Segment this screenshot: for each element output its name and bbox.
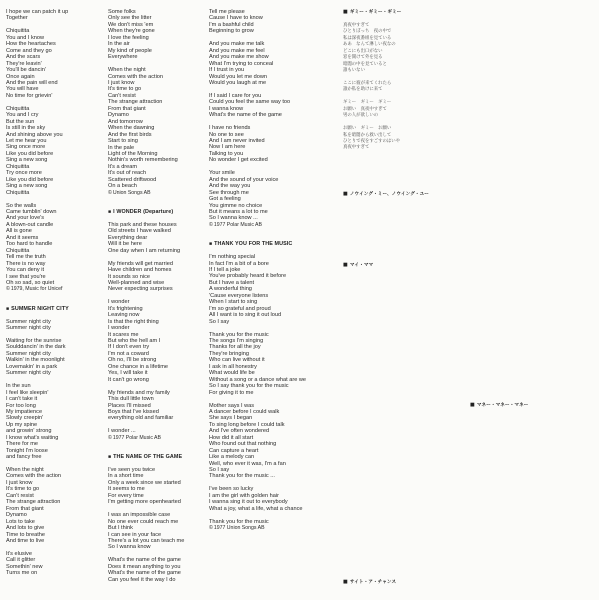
lyric-line: Got a feeling: [209, 196, 241, 203]
lyric-line: Comes with the action: [108, 73, 164, 80]
lyric-line: Waiting for the sunrise: [6, 338, 62, 344]
lyric-line: Tell me please: [209, 9, 245, 15]
lyric-line: A wonderful thing: [209, 286, 252, 293]
lyric-line: I've seen you twice: [108, 467, 156, 473]
lyric-line: Talking to you: [209, 150, 244, 157]
lyric-line: My impatience: [6, 408, 43, 415]
lyric-line: My friends and my family: [108, 389, 170, 396]
lyric-line: You and I cry: [6, 112, 39, 119]
lyric-line: And you make me show: [209, 54, 269, 61]
lyric-line: I am the girl with golden hair: [209, 492, 279, 499]
lyric-line: And shining above you: [6, 131, 63, 138]
lyrics-column-3: [209, 9, 337, 532]
lyric-line: Lovemakin' in a park: [6, 363, 58, 370]
lyric-line: You will have: [6, 86, 39, 93]
lyric-line: On a beach: [108, 183, 137, 190]
lyric-line: But the sun: [6, 118, 35, 125]
lyric-line: Would you let me down: [209, 73, 268, 80]
lyric-line: Is that the right thing: [108, 318, 159, 325]
lyric-line: I know what's waiting: [6, 434, 59, 441]
lyric-line: ギミー ギミー ギミー: [343, 100, 392, 106]
lyric-line: Can you feel it the way I do: [108, 576, 176, 583]
lyric-line: Dynamo: [6, 512, 27, 519]
lyric-line: It seems to me: [108, 486, 145, 493]
lyric-line: A blown-out candle: [6, 221, 54, 228]
lyric-line: It's time to go: [108, 86, 142, 93]
lyric-line: No time for grievin': [6, 92, 53, 99]
lyric-line: There for me: [6, 441, 39, 448]
copyright-credit: © 1977 Union Songs AB: [209, 525, 337, 531]
lyric-line: Can't resist: [6, 492, 34, 499]
lyric-line: We don't miss 'em: [108, 21, 154, 28]
lyric-line: And the scars: [6, 54, 41, 61]
lyric-line: Together: [6, 15, 28, 22]
lyric-line: Somethin' new: [6, 563, 43, 570]
lyric-line: everything old and familiar: [108, 415, 174, 422]
lyric-line: So I wanna know ...: [209, 215, 258, 222]
lyric-line: Who can live without it: [209, 357, 265, 364]
lyric-line: So the walls: [6, 202, 37, 209]
lyric-line: In a short time: [108, 473, 144, 480]
lyric-line: What's the name of the game: [209, 112, 282, 119]
lyric-line: Like you did before: [6, 150, 54, 157]
lyric-line: What a joy, what a life, what a chance: [209, 505, 303, 512]
lyric-line: Everywhere: [108, 54, 138, 61]
lyric-line: I love the feeling: [108, 34, 149, 41]
lyric-line: I wanna sing it out to everybody: [209, 499, 288, 506]
copyright-credit: © 1977 Polar Music AB: [209, 222, 337, 228]
lyric-line: I ask in all honestry: [209, 363, 257, 370]
copyright-credit: © 1977 Polar Music AB: [108, 435, 204, 441]
lyric-line: Try once more: [6, 170, 42, 177]
lyric-line: I have no friends: [209, 125, 251, 132]
lyric-line: Oh no, I'll be strong: [108, 357, 157, 364]
lyric-line: Comes with the action: [6, 473, 62, 480]
song-title: ■ I WONDER (Departure): [108, 209, 204, 215]
lyric-line: Turns me on: [6, 570, 38, 577]
lyric-line: Dynamo: [108, 112, 129, 119]
lyric-line: and growin' strong: [6, 428, 52, 435]
lyric-line: 真夜中すぎて: [343, 22, 370, 28]
lyric-line: 暗闇の中を見ていると: [343, 61, 387, 67]
lyric-line: But it means a lot to me: [209, 208, 268, 215]
lyric-line: When the dawning: [108, 125, 155, 132]
lyric-line: For giving it to me: [209, 389, 254, 396]
lyric-line: I've been so lucky: [209, 486, 254, 493]
lyric-line: Once again: [6, 73, 35, 80]
lyric-line: No one to see: [209, 131, 244, 138]
lyric-line: I'm so grateful and proud: [209, 305, 271, 312]
lyric-line: Chiquitita: [6, 189, 30, 196]
lyric-line: I just know: [108, 79, 135, 86]
lyric-line: I'm not a coward: [108, 350, 149, 357]
lyric-line: Places I'll missed: [108, 402, 151, 409]
lyric-line: What I'm trying to conceal: [209, 60, 274, 67]
song-title: ■ サイト・ア・チャンス: [343, 579, 461, 586]
lyric-line: I can see in your face: [108, 531, 162, 538]
lyric-line: For too long: [6, 402, 36, 409]
lyrics-column-2: [108, 9, 204, 583]
lyric-line: I feel like sleepin': [6, 389, 49, 396]
lyric-line: Well, who ever it was, I'm a fan: [209, 460, 286, 467]
lyric-line: Everything dear: [108, 234, 148, 241]
lyric-line: どこにも出口がない: [343, 48, 383, 54]
lyric-line: Summer night city: [6, 318, 51, 325]
lyric-line: Now I am here: [209, 144, 246, 151]
lyric-line: You can deny it: [6, 267, 45, 274]
lyric-line: Chiquitita: [6, 163, 30, 170]
lyric-line: And lots to give: [6, 525, 45, 532]
song-title: ■ ノウイング・ミー、ノウイング・ユー: [343, 191, 461, 198]
lyric-line: Have children and homes: [108, 267, 172, 274]
lyric-line: One chance in a lifetime: [108, 363, 169, 370]
lyric-line: Time to breathe: [6, 531, 45, 538]
lyric-line: お願い 真夜中すぎて: [343, 106, 387, 112]
lyric-line: Some folks: [108, 9, 136, 15]
copyright-credit: © Union Songs AB: [108, 190, 204, 196]
lyric-line: Only see the litter: [108, 15, 152, 22]
lyric-line: I was an impossible case: [108, 512, 171, 519]
lyric-line: Leaving now: [108, 312, 140, 319]
lyric-line: A dancer before I could walk: [209, 408, 280, 415]
lyric-line: Call it glitter: [6, 557, 36, 564]
japanese-lyrics-column-2: [470, 9, 594, 583]
lyric-line: And the sound of your voice: [209, 176, 279, 183]
lyric-line: Could you feel the same way too: [209, 99, 291, 106]
lyric-line: The strange attraction: [6, 499, 61, 506]
lyric-line: But I think: [108, 525, 133, 532]
lyric-line: It's frightening: [108, 305, 143, 312]
lyric-line: I'm nothing special: [209, 254, 256, 261]
lyric-line: How the heartaches: [6, 41, 56, 48]
lyric-line: When they're gone: [108, 28, 155, 35]
lyric-line: Your smile: [209, 170, 235, 177]
lyric-line: Thank you for the music: [209, 331, 269, 338]
lyric-line: The strange attraction: [108, 99, 163, 106]
lyric-line: And it seems: [6, 234, 39, 241]
lyric-line: Nothin's worth remembering: [108, 157, 178, 164]
song-title: ■ マイ・ママ: [343, 262, 461, 269]
song-title: ■ THE NAME OF THE GAME: [108, 454, 204, 460]
lyric-line: In fact I'm a bit of a bore: [209, 260, 269, 267]
lyric-line: How did it all start: [209, 434, 254, 441]
lyric-line: The songs I'm singing: [209, 337, 264, 344]
lyric-line: You've probably heard it before: [209, 273, 287, 280]
lyric-line: Came tumblin' down: [6, 209, 57, 215]
lyric-line: 私は深夜番組を見ている: [343, 35, 392, 41]
lyric-line: So I say: [209, 318, 230, 325]
lyric-line: What's the name of the game: [108, 557, 181, 564]
lyric-line: It's out of reach: [108, 170, 147, 177]
japanese-lyrics-column-1: [343, 9, 461, 586]
lyric-line: Come and they go: [6, 47, 52, 54]
lyric-line: 真夜中すぎて: [343, 145, 370, 151]
lyric-line: Would you laugh at me: [209, 79, 267, 86]
lyric-line: Scattered driftwood: [108, 176, 157, 183]
lyric-line: All is gone: [6, 228, 32, 235]
lyric-line: Does it mean anything to you: [108, 563, 181, 570]
lyric-line: No wonder I get excited: [209, 157, 268, 164]
lyric-line: お願い ギミー お願い: [343, 126, 392, 132]
lyric-line: It's a dream: [108, 163, 138, 170]
lyric-line: It sounds so nice: [108, 273, 150, 280]
lyric-line: In the sun: [6, 383, 31, 390]
lyric-line: So I say thank you for the music: [209, 383, 289, 390]
lyric-line: My friends will get married: [108, 260, 173, 267]
lyric-line: Well-planned and wise: [108, 279, 165, 286]
lyric-line: My kind of people: [108, 47, 152, 54]
lyric-line: And I've often wondered: [209, 428, 270, 435]
lyric-line: Like you did before: [6, 176, 54, 183]
lyric-line: and fancy free: [6, 454, 42, 461]
lyric-line: Summer night city: [6, 350, 51, 357]
lyric-line: It's time to go: [6, 486, 40, 493]
lyric-line: From that giant: [108, 105, 146, 112]
lyric-line: When the night: [6, 467, 44, 474]
lyric-line: There is no way: [6, 260, 46, 267]
lyric-line: Soulddancin' in the dark: [6, 344, 66, 351]
lyric-line: For every time: [108, 492, 144, 499]
lyric-line: You and I know: [6, 34, 45, 41]
lyric-line: Thank you for the music ...: [209, 473, 275, 480]
lyric-line: When I start to sing: [209, 299, 258, 306]
lyric-line: Up my spine: [6, 421, 38, 428]
lyric-line: If I don't even try: [108, 344, 150, 351]
lyric-line: Lots to take: [6, 518, 35, 525]
copyright-credit: © 1979, Music for Unicef: [6, 286, 102, 292]
lyric-line: I'm a bashful child: [209, 21, 254, 28]
lyric-line: ひとりぼっち 夜の中で: [343, 29, 392, 35]
lyric-line: When the night: [108, 67, 146, 74]
lyric-line: I hope we can patch it up: [6, 9, 69, 15]
lyric-line: Oh so sad, so quiet: [6, 279, 55, 286]
lyric-line: From that giant: [6, 505, 44, 512]
lyric-line: Slowly creepin': [6, 415, 44, 422]
lyric-line: One day when I am returning: [108, 247, 181, 254]
lyric-line: And tomorrow: [108, 118, 143, 125]
lyric-line: And the first birds: [108, 131, 152, 138]
lyric-line: ああ なんて淋しい夜なの: [343, 42, 396, 48]
lyric-line: I see that you're: [6, 273, 46, 280]
lyric-line: Tell me the truth: [6, 254, 46, 261]
lyric-line: It scares me: [108, 331, 139, 338]
lyric-line: Will it be here: [108, 241, 142, 248]
lyric-line: But I have a talent: [209, 279, 255, 286]
lyric-line: I wanna know: [209, 105, 244, 112]
lyric-line: ひとりで夜をすごすのはいや: [343, 139, 401, 144]
lyric-line: Sing a new song: [6, 183, 48, 190]
lyric-line: Start to sing: [108, 138, 138, 145]
lyric-line: And your love's: [6, 215, 45, 222]
lyric-line: 誰か私を助けに来て: [343, 87, 383, 93]
song-title: ■ ギミー・ギミー・ギミー: [343, 9, 461, 16]
lyric-line: Cause I have to know: [209, 15, 263, 22]
lyric-line: If I said I care for you: [209, 92, 262, 99]
lyric-line: It's elusive: [6, 550, 32, 557]
lyric-line: I wonder ...: [108, 428, 136, 435]
lyric-line: Is still in the sky: [6, 125, 46, 132]
lyric-line: And the way you: [209, 183, 251, 190]
lyric-line: Never expecting surprises: [108, 286, 173, 293]
lyric-line: 誰もいない: [343, 68, 365, 74]
lyric-line: Walkin' in the moonlight: [6, 357, 65, 364]
lyrics-column-1: [6, 9, 102, 577]
lyric-line: Beginning to grow: [209, 28, 254, 35]
lyric-line: Summer night city: [6, 325, 51, 332]
lyric-line: Mother says I was: [209, 402, 255, 409]
lyric-line: I can't take it: [6, 396, 38, 403]
lyric-line: Chiquitita: [6, 28, 30, 35]
lyric-line: And you make me feel: [209, 47, 265, 54]
lyric-line: Old streets I have walked: [108, 228, 171, 235]
lyric-line: Light of the Morning: [108, 150, 158, 157]
lyric-line: So I say: [209, 467, 230, 474]
lyric-line: See through me: [209, 189, 249, 196]
lyric-line: And time to live: [6, 538, 45, 545]
lyric-line: What would life be: [209, 370, 255, 377]
lyric-line: Thank you for the music: [209, 518, 269, 525]
lyric-line: There's a lot you can teach me: [108, 537, 185, 544]
lyric-line: Who found out that nothing: [209, 441, 277, 448]
lyric-line: Summer night city: [6, 370, 51, 377]
song-title: ■ マネー・マネー・マネー: [470, 402, 594, 409]
lyric-line: In the pale: [108, 144, 135, 151]
lyric-line: Sing once more: [6, 144, 46, 151]
lyric-line: 窓を開けて外を見る: [343, 55, 383, 61]
song-title: ■ THANK YOU FOR THE MUSIC: [209, 241, 337, 247]
lyric-line: So I wanna know: [108, 544, 151, 551]
stanza-gap: [470, 577, 594, 583]
lyric-line: And the pain will end: [6, 79, 58, 86]
lyric-line: Sing a new song: [6, 157, 48, 164]
lyric-line: If I tell a joke: [209, 267, 241, 274]
lyric-line: She says I began: [209, 415, 253, 422]
lyric-line: 私を暗闇から救い出して: [343, 132, 392, 138]
lyric-line: This dull little town: [108, 396, 154, 403]
lyric-line: Boys that I've kissed: [108, 408, 159, 415]
lyric-line: If I trust in you: [209, 67, 245, 74]
lyric-line: I'm getting more openhearted: [108, 499, 181, 506]
lyric-line: No one ever could reach me: [108, 518, 179, 525]
lyric-line: 'Cause everyone listens: [209, 292, 269, 299]
lyric-line: And you make me talk: [209, 41, 265, 48]
lyric-line: Yes, I will take it: [108, 370, 148, 377]
lyric-line: To sing long before I could talk: [209, 421, 285, 428]
lyric-line: You gimme no choice: [209, 202, 263, 209]
lyric-line: Without a song or a dance what are we: [209, 376, 307, 383]
lyric-line: I wonder: [108, 299, 130, 306]
lyric-line: All I want is to sing it out loud: [209, 312, 282, 319]
song-title: ■ SUMMER NIGHT CITY: [6, 306, 102, 312]
lyric-line: They're leavin': [6, 60, 42, 67]
lyric-line: Like a melody can: [209, 454, 255, 461]
lyric-line: I just know: [6, 479, 33, 486]
lyric-line: Too hard to handle: [6, 241, 53, 248]
lyric-line: Can't resist: [108, 92, 136, 99]
lyric-line: They're bringing: [209, 350, 249, 357]
lyric-line: Thanks for all the joy: [209, 344, 261, 351]
lyric-line: It can't go wrong: [108, 376, 149, 383]
lyric-line: 男の人が欲しいの: [343, 113, 379, 119]
lyric-line: You'll be dancin': [6, 67, 46, 74]
lyric-line: Only a week since we started: [108, 479, 181, 486]
lyric-line: Chiquitita: [6, 105, 30, 112]
lyric-line: But who the hell am I: [108, 338, 161, 345]
lyric-line: Tonight I'm loose: [6, 447, 48, 454]
lyric-line: Can capture a heart: [209, 447, 259, 454]
lyric-line: And I am never invited: [209, 138, 265, 145]
lyric-line: Chiquitita: [6, 247, 30, 254]
lyric-line: What's the name of the game: [108, 570, 181, 577]
lyric-line: Let me hear you: [6, 138, 47, 145]
lyric-line: In the air: [108, 41, 130, 48]
lyric-line: This park and these houses: [108, 221, 177, 228]
lyric-line: I wonder: [108, 325, 130, 332]
lyric-line: ここに彼が来てくれたら: [343, 80, 392, 86]
